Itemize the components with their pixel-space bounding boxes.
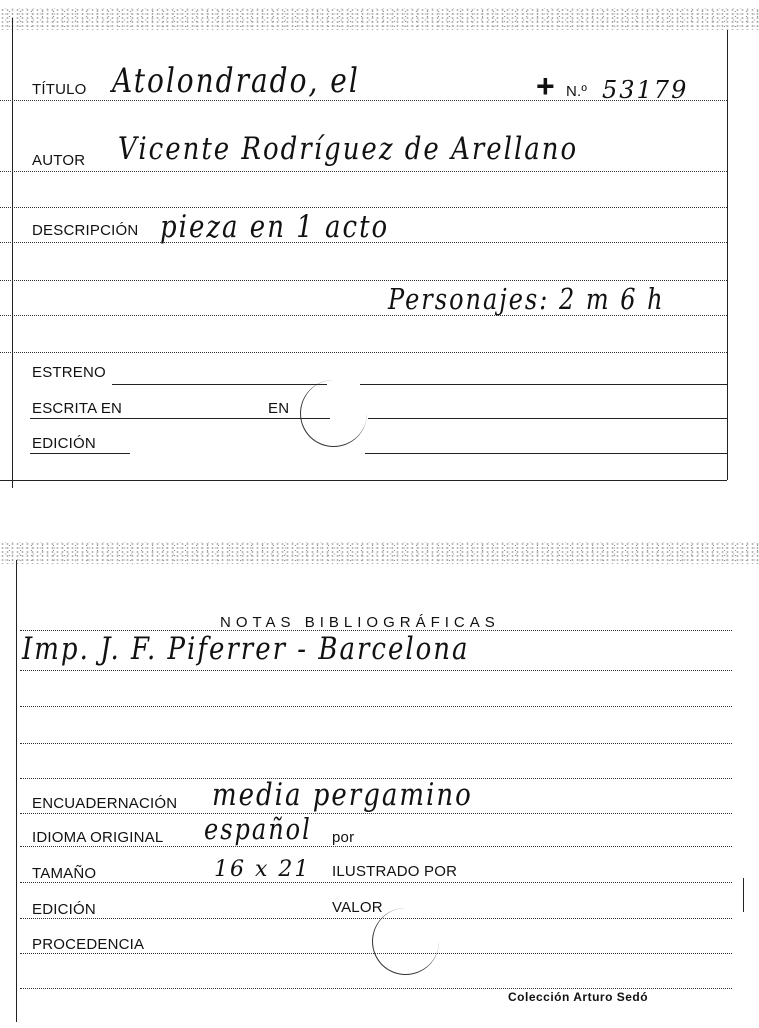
idioma-value: español [204,812,312,846]
rule-line [20,846,732,847]
procedencia-label: PROCEDENCIA [32,936,145,953]
cross-mark: + [536,68,555,104]
titulo-label: TÍTULO [32,81,87,98]
notas-value: Imp. J. F. Piferrer - Barcelona [22,631,470,668]
card-border-right [743,878,744,912]
encuadernacion-value: media pergamino [212,777,473,814]
autor-label: AUTOR [32,152,86,169]
rule-line [0,352,727,353]
torn-edge [0,8,759,30]
rule-line [20,743,732,744]
notas-heading: NOTAS BIBLIOGRÁFICAS [220,614,500,631]
rule-line [20,988,732,989]
catalog-card-front [0,0,759,492]
escrita-en-label: ESCRITA EN [32,400,123,417]
collection-footer: Colección Arturo Sedó [508,990,649,1004]
rule-line [0,480,727,481]
rule-line [365,453,727,454]
rule-line [368,418,727,419]
rule-line [20,670,732,671]
torn-edge [0,542,759,564]
rule-line [112,384,327,385]
rule-line [30,418,330,419]
punch-hole [300,380,367,447]
catalog-card-back [0,538,759,1028]
rule-line [360,384,727,385]
punch-hole [372,908,439,975]
edicion-label: EDICIÓN [32,435,96,452]
rule-line [0,280,727,281]
por-label: por [332,829,355,846]
descripcion-label: DESCRIPCIÓN [32,222,139,239]
rule-line [20,706,732,707]
edicion-label: EDICIÓN [32,901,96,918]
rule-line [0,171,727,172]
descripcion-value: pieza en 1 acto [160,209,390,246]
rule-line [20,918,732,919]
tamano-value: 16 x 21 [214,857,311,882]
estreno-label: ESTRENO [32,364,106,381]
encuadernacion-label: ENCUADERNACIÓN [32,795,178,812]
autor-value: Vicente Rodríguez de Arellano [118,131,579,168]
rule-line [0,207,727,208]
idioma-label: IDIOMA ORIGINAL [32,829,164,846]
numero-label: N.º [566,83,588,100]
personajes-value: Personajes: 2 m 6 h [388,282,665,316]
titulo-value: Atolondrado, el [112,60,360,101]
card-border-right [727,30,728,480]
valor-label: VALOR [332,899,383,916]
rule-line [30,453,130,454]
card-border-left [12,18,13,488]
ilustrado-label: ILUSTRADO POR [332,863,458,880]
numero-value: 53179 [602,76,689,104]
tamano-label: TAMAÑO [32,865,97,882]
rule-line [20,882,732,883]
card-border-left [16,560,17,1022]
en-label: EN [268,400,290,417]
